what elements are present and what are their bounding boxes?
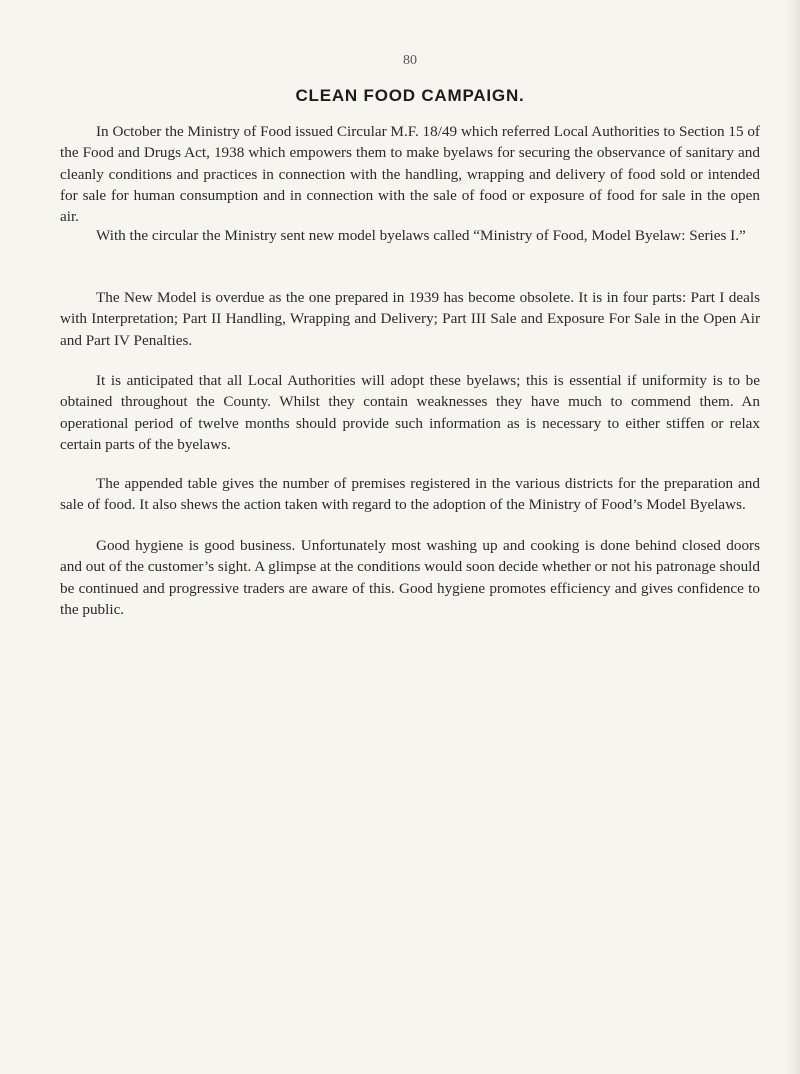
paragraph-adoption: It is anticipated that all Local Authorities will adopt these byelaws; this is essential if uniformity is to be obtained throughout the County. Whilst they contain weaknesses they have much to commend them. An operational period of twelve months should provide such information as is necessary to either stiffen or relax certain parts of the byelaws.	[60, 372, 760, 453]
paragraph-appended-table: The appended table gives the number of premises registered in the various districts for the preparation and sale of food. It also shews the action taken with regard to the adoption of the Ministry of Food’s Model Byelaws.	[60, 475, 760, 514]
page-number: 80	[403, 53, 417, 68]
paragraph-model-byelaws: With the circular the Ministry sent new model byelaws called “Ministry of Food, Model Byelaw: Series I.”	[96, 227, 746, 244]
paragraph-good-hygiene: Good hygiene is good business. Unfortunately most washing up and cooking is done behind closed doors and out of the customer’s sight. A glimpse at the conditions would soon decide whether or not his patronage should be continued and progressive traders are aware of this. Good hygiene promotes efficiency and gives confidence to the public.	[60, 537, 760, 618]
page-title: CLEAN FOOD CAMPAIGN.	[295, 86, 525, 105]
paragraph-circular: In October the Ministry of Food issued Circular M.F. 18/49 which referred Local Authorities to Section 15 of the Food and Drugs Act, 1938 which empowers them to make byelaws for securing the observance of sanitary and cleanly conditions and practices in connection with the handling, wrapping and delivery of food sold or intended for sale for human consumption and in connection with the sale of food or exposure of food for sale in the open air.	[60, 123, 760, 226]
paragraph-new-model-parts: The New Model is overdue as the one prepared in 1939 has become obsolete. It is in four parts: Part I deals with Interpretation; Part II Handling, Wrapping and Delivery; Part III Sale and Exposure For Sale in the Open Air and Part IV Penalties.	[60, 289, 760, 349]
page-edge-shadow	[786, 0, 800, 1074]
